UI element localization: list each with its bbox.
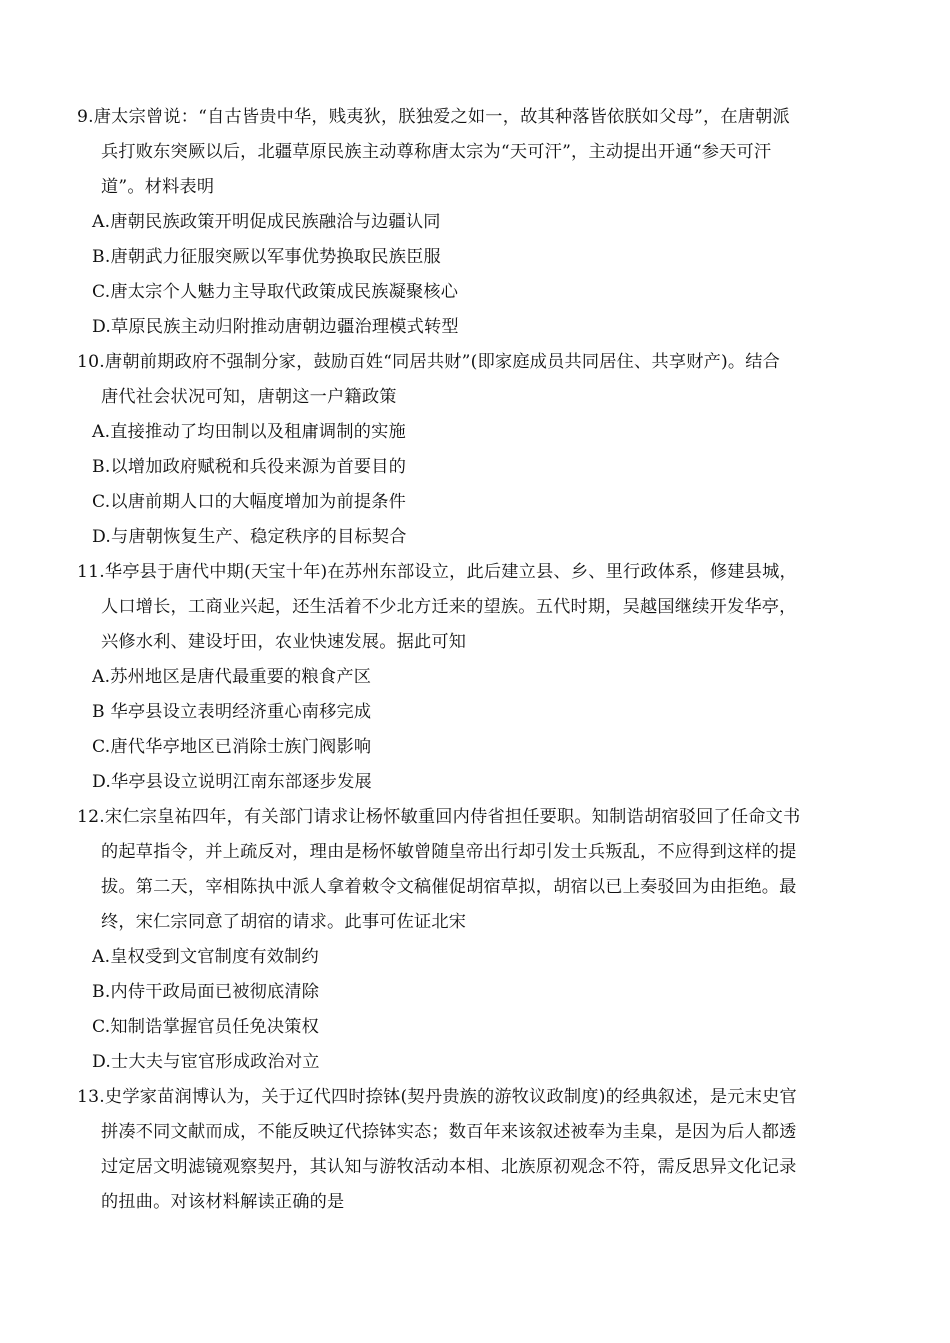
q13-stem-line-4: 的扭曲。对该材料解读正确的是 <box>101 1192 345 1212</box>
q10-option-a: A.直接推动了均田制以及租庸调制的实施 <box>92 422 406 442</box>
q10-option-d: D.与唐朝恢复生产、稳定秩序的目标契合 <box>92 527 407 547</box>
q10-stem-line-2: 唐代社会状况可知，唐朝这一户籍政策 <box>101 387 397 407</box>
q9-option-c: C.唐太宗个人魅力主导取代政策成民族凝聚核心 <box>92 282 459 302</box>
q11-stem-line-3: 兴修水利、建设圩田，农业快速发展。据此可知 <box>101 632 467 652</box>
q12-option-d: D.士大夫与宦官形成政治对立 <box>92 1052 320 1072</box>
q11-option-d: D.华亭县设立说明江南东部逐步发展 <box>92 772 372 792</box>
q12-option-b: B.内侍干政局面已被彻底清除 <box>92 982 320 1002</box>
q11-stem-line-1: 11.华亭县于唐代中期(天宝十年)在苏州东部设立，此后建立县、乡、里行政体系，修建县城， <box>77 562 797 582</box>
q11-option-a: A.苏州地区是唐代最重要的粮食产区 <box>92 667 372 687</box>
q9-option-b: B.唐朝武力征服突厥以军事优势换取民族臣服 <box>92 247 441 267</box>
q11-stem-line-2: 人口增长，工商业兴起，还生活着不少北方迁来的望族。五代时期，吴越国继续开发华亭， <box>101 597 797 617</box>
q12-stem-line-1: 12.宋仁宗皇祐四年，有关部门请求让杨怀敏重回内侍省担任要职。知制诰胡宿驳回了任命文书 <box>77 807 801 827</box>
q11-option-c: C.唐代华亭地区已消除士族门阀影响 <box>92 737 372 757</box>
q12-stem-line-4: 终，宋仁宗同意了胡宿的请求。此事可佐证北宋 <box>101 912 467 932</box>
q13-stem-line-3: 过定居文明滤镜观察契丹，其认知与游牧活动本相、北族原初观念不符，需反思异文化记录 <box>101 1157 797 1177</box>
q11-option-b: B 华亭县设立表明经济重心南移完成 <box>92 702 372 722</box>
q10-stem-line-1: 10.唐朝前期政府不强制分家，鼓励百姓“同居共财”(即家庭成员共同居住、共享财产)。结合 <box>77 352 781 372</box>
q13-stem-line-1: 13.史学家苗润博认为，关于辽代四时捺钵(契丹贵族的游牧议政制度)的经典叙述，是元末史官 <box>77 1087 797 1107</box>
q12-stem-line-3: 拔。第二天，宰相陈执中派人拿着敕令文稿催促胡宿草拟，胡宿以已上奏驳回为由拒绝。最 <box>101 877 797 897</box>
q9-option-d: D.草原民族主动归附推动唐朝边疆治理模式转型 <box>92 317 459 337</box>
q9-option-a: A.唐朝民族政策开明促成民族融洽与边疆认同 <box>92 212 441 232</box>
q9-stem-line-3: 道”。材料表明 <box>101 177 215 197</box>
q9-stem-line-2: 兵打败东突厥以后，北疆草原民族主动尊称唐太宗为“天可汗”，主动提出开通“参天可汗 <box>101 142 772 162</box>
q10-option-c: C.以唐前期人口的大幅度增加为前提条件 <box>92 492 406 512</box>
q12-option-a: A.皇权受到文官制度有效制约 <box>92 947 319 967</box>
q9-stem-line-1: 9.唐太宗曾说：“自古皆贵中华，贱夷狄，朕独爱之如一，故其种落皆依朕如父母”，在唐朝派 <box>77 107 790 127</box>
q12-option-c: C.知制诰掌握官员任免决策权 <box>92 1017 320 1037</box>
q10-option-b: B.以增加政府赋税和兵役来源为首要目的 <box>92 457 407 477</box>
q12-stem-line-2: 的起草指令，并上疏反对，理由是杨怀敏曾随皇帝出行却引发士兵叛乱，不应得到这样的提 <box>101 842 797 862</box>
q13-stem-line-2: 拼凑不同文献而成，不能反映辽代捺钵实态；数百年来该叙述被奉为圭臬，是因为后人都透 <box>101 1122 797 1142</box>
